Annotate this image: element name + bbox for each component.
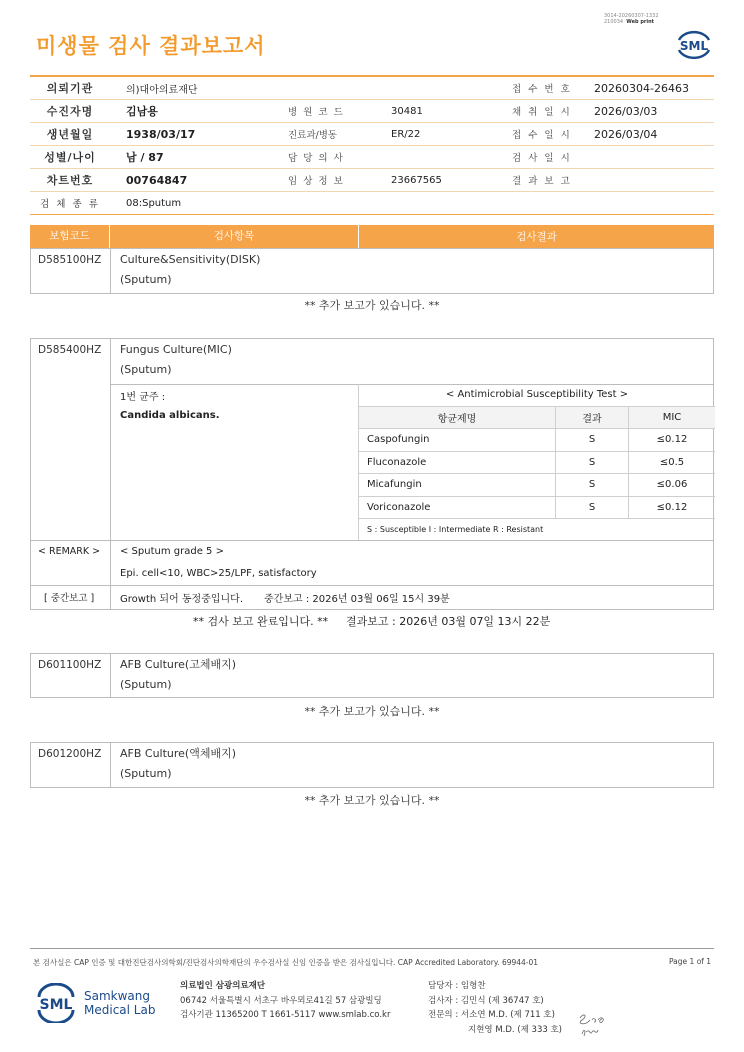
lab-contact: 검사기관 11365200 T 1661-5117 www.smlab.co.kr [180,1010,391,1020]
print-code [604,13,694,25]
report-label: 결 과 보 고 [512,176,572,187]
manager-name: 임형찬 [460,981,486,991]
receipt-no-label: 접 수 번 호 [512,84,572,95]
specialist-label: 전문의 : [428,1010,459,1020]
column-item: 검사항목 [110,225,359,248]
collect-date-label: 채 취 일 시 [512,107,572,118]
fungus-test-block [30,338,714,610]
interim-text: Growth 되어 동정중입니다. [120,594,244,605]
ast-drug: Micafungin [359,474,556,497]
remark-detail: Epi. cell<10, WBC>25/LPF, satisfactory [120,568,317,579]
ast-mic: ≤0.12 [629,496,716,519]
specimen-label: 검 체 종 류 [40,199,100,210]
test-specimen: (Sputum) [120,678,172,691]
footer-divider [30,948,714,949]
dept-label: 진료과/병동 [288,130,338,141]
info-row [30,123,714,146]
test-code: D601200HZ [38,748,102,760]
ast-result: S [556,496,629,519]
print-code-line1: 3014-20260307-1332 [604,13,659,19]
signatories [428,979,562,1037]
ast-header-result: 결과 [556,406,629,429]
additional-report-note: ** 추가 보고가 있습니다. ** [304,794,440,807]
dept-value: ER/22 [391,128,421,140]
tester-name: 김민식 (제 36747 호) [460,995,544,1006]
ast-row [359,496,716,519]
sex-age-value: 남 / 87 [126,151,164,164]
clinical-value: 23667565 [391,174,442,186]
ast-mic: ≤0.12 [629,429,716,452]
lab-info [180,979,390,1023]
collect-date-value: 2026/03/03 [594,104,658,118]
isolate-label: 1번 균주 : [120,392,166,403]
info-row [30,77,714,100]
requester-label: 의뢰기관 [46,82,94,95]
test-specimen: (Sputum) [120,767,172,780]
patient-info-table [30,75,714,215]
sml-logo-text: SML [679,39,709,53]
receipt-no-value: 20260304-26463 [594,81,689,95]
birth-value: 1938/03/17 [126,127,196,141]
complete-note: ** 검사 보고 완료입니다. ** [193,615,329,628]
receipt-date-label: 접 수 일 시 [512,130,572,141]
report-title: 미생물 검사 결과보고서 [36,34,266,58]
clinical-label: 임 상 정 보 [288,176,345,187]
interim-label: [ 중간보고 ] [44,593,95,604]
remark-label: < REMARK > [38,546,101,557]
print-label: Web print [626,19,655,25]
ast-mic: ≤0.06 [629,474,716,497]
lab-name-line2: Medical Lab [84,1003,156,1017]
ast-table [358,384,715,541]
lab-address: 06742 서울특별시 서초구 바우뫼로41길 57 삼광빌딩 [180,995,382,1006]
specialist-name-1: 서소연 M.D. (제 711 호) [460,1010,555,1020]
hospital-code-value: 30481 [391,105,423,117]
test-block [30,653,714,698]
info-row [30,100,714,123]
sex-age-label: 성별/나이 [44,151,96,164]
ast-drug: Caspofungin [359,429,556,452]
ast-header-mic: MIC [629,406,716,429]
ast-mic: ≤0.5 [629,451,716,474]
remark-grade: < Sputum grade 5 > [120,546,224,557]
lab-name [84,989,155,1017]
ast-legend: S : Susceptible I : Intermediate R : Resistant [359,519,716,541]
specimen-value: 08:Sputum [126,197,182,209]
birth-label: 생년월일 [46,128,94,141]
cap-note: 본 검사실은 CAP 인증 및 대한진단검사의학회/진단검사의학재단의 우수검사실 신임 인증을 받은 검사실입니다. CAP Accredited Laboratory. 69944-01 [33,958,539,967]
ast-result: S [556,474,629,497]
info-row [30,146,714,169]
info-row [30,192,714,215]
test-code: D585100HZ [38,254,102,266]
ast-row [359,474,716,497]
ast-drug: Voriconazole [359,496,556,519]
column-code: 보험코드 [30,225,110,248]
chart-label: 차트번호 [46,174,94,187]
sml-footer-logo [36,983,76,1023]
test-name: AFB Culture(액체배지) [120,747,237,760]
sml-footer-logo-icon [36,983,76,1023]
test-code: D601100HZ [38,659,102,671]
column-result: 검사결과 [516,231,557,243]
info-row [30,169,714,192]
test-name: Culture&Sensitivity(DISK) [120,253,261,266]
test-name: Fungus Culture(MIC) [120,343,232,356]
test-block [30,742,714,788]
test-specimen: (Sputum) [120,363,172,376]
signature-image [576,1008,610,1040]
ast-row [359,451,716,474]
specialist-name-2: 지현영 M.D. (제 333 호) [468,1024,563,1035]
isolate-name: Candida albicans. [120,410,220,421]
ast-result: S [556,451,629,474]
manager-label: 담당자 : [428,981,459,991]
name-value: 김남용 [126,105,158,118]
sml-logo [676,28,712,62]
test-name: AFB Culture(고체배지) [120,658,237,671]
chart-value: 00764847 [126,173,188,187]
tester-label: 검사자 : [428,995,459,1006]
ast-title: < Antimicrobial Susceptibility Test > [359,384,716,406]
print-code-line2: 210034 [604,19,624,25]
ast-row [359,429,716,452]
additional-report-note: ** 추가 보고가 있습니다. ** [304,705,440,718]
sml-footer-logo-text: SML [39,997,73,1013]
doctor-label: 담 당 의 사 [288,153,345,164]
signature-icon [576,1008,610,1040]
hospital-code-label: 병 원 코 드 [288,107,345,118]
ast-header-drug: 항균제명 [359,406,556,429]
test-code: D585400HZ [38,344,102,356]
interim-time: 중간보고 : 2026년 03월 06일 15시 39분 [264,594,450,605]
ast-result: S [556,429,629,452]
final-report-time: 결과보고 : 2026년 03월 07일 13시 22분 [346,615,551,628]
ast-drug: Fluconazole [359,451,556,474]
lab-name-line1: Samkwang [84,989,150,1003]
sml-logo-icon [676,28,712,62]
result-table-header [30,225,714,248]
test-date-label: 검 사 일 시 [512,153,572,164]
page-number: Page 1 of 1 [669,957,712,966]
requester-value: 의)대아의료재단 [126,84,198,96]
receipt-date-value: 2026/03/04 [594,127,658,141]
test-specimen: (Sputum) [120,273,172,286]
additional-report-note: ** 추가 보고가 있습니다. ** [304,299,440,312]
lab-org: 의료법인 삼광의료재단 [180,981,266,991]
test-block [30,248,714,294]
name-label: 수진자명 [46,105,94,118]
